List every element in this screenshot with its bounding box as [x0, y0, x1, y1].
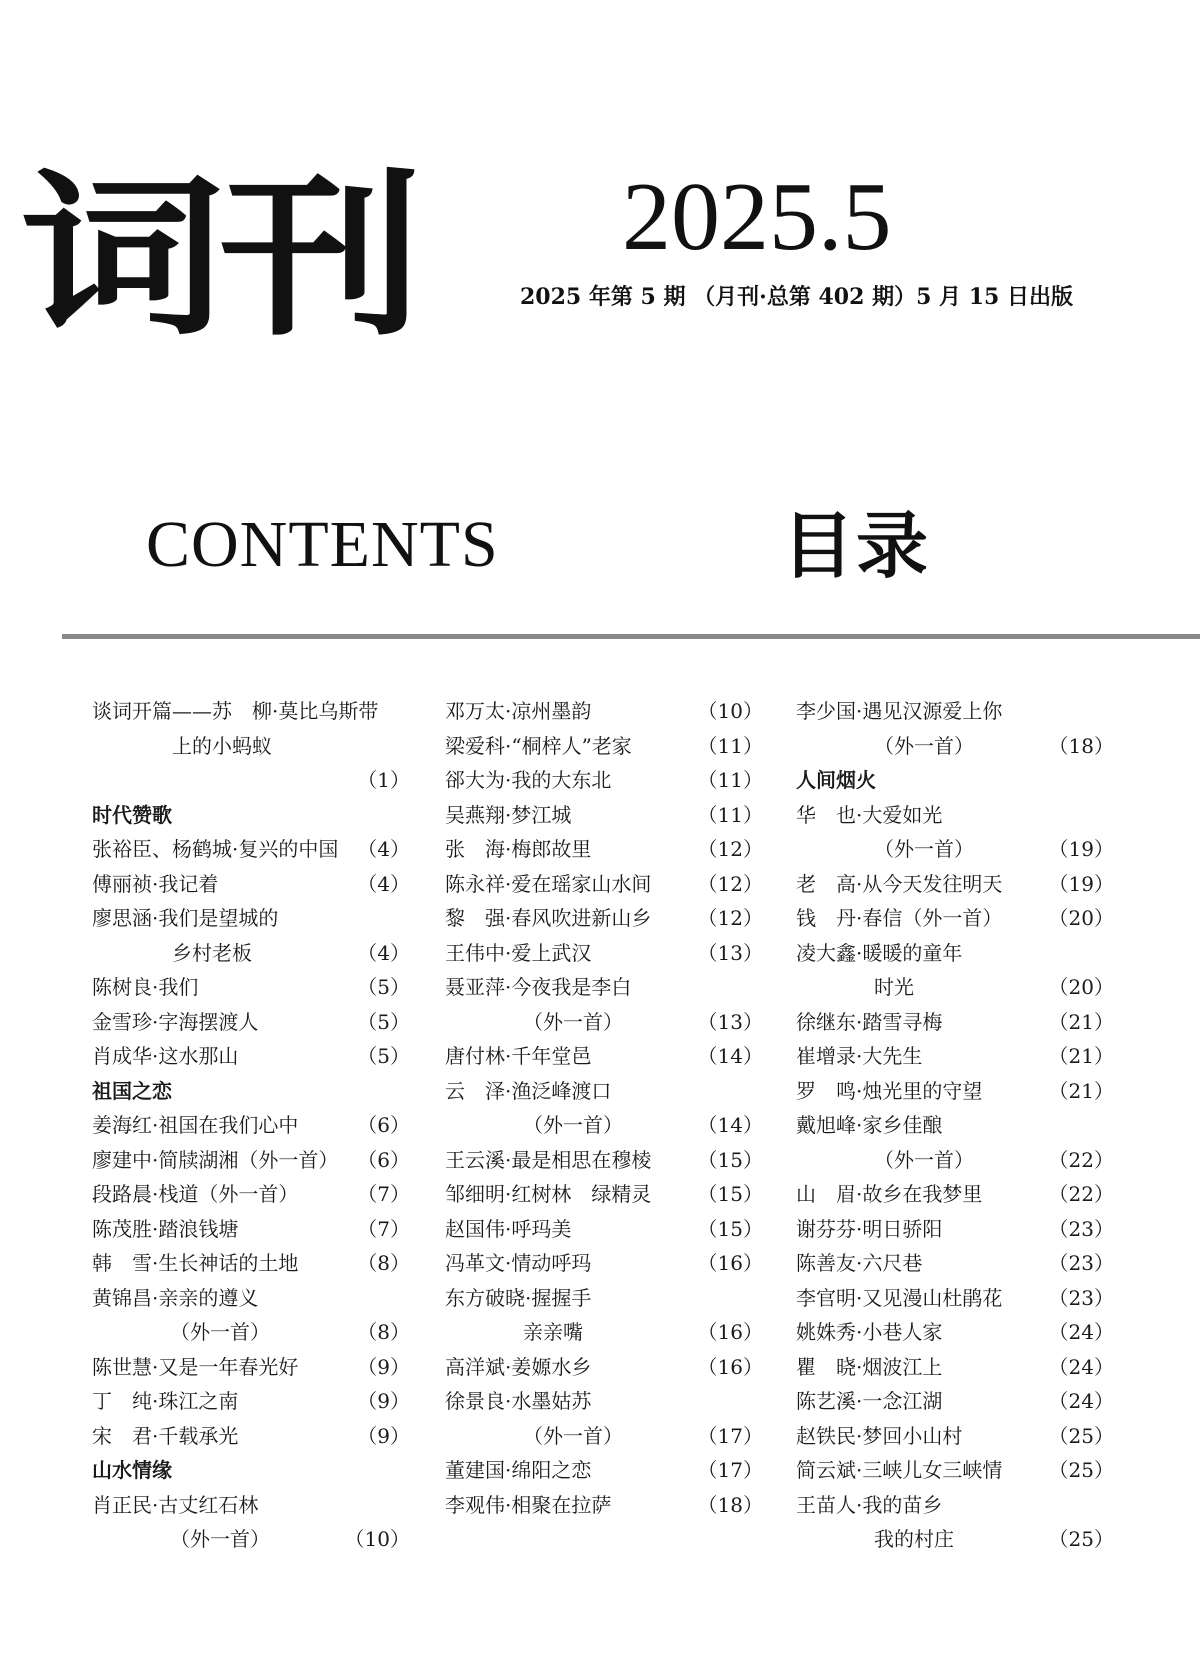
toc-entry [445, 1074, 763, 1109]
toc-entry-page: （22） [1048, 1182, 1114, 1206]
toc-entry-title: 山水情缘 [92, 1458, 172, 1482]
toc-entry-page: （12） [697, 837, 763, 861]
toc-entry [796, 729, 1114, 764]
toc-entry [796, 1246, 1114, 1281]
toc-entry-title: 肖成华·这水那山 [92, 1044, 239, 1068]
toc-entry [796, 798, 1114, 833]
toc-entry [445, 1281, 763, 1316]
toc-entry-page [1108, 1108, 1114, 1143]
toc-entry-page: （13） [697, 940, 763, 965]
toc-entry-title: （外一首） [523, 1009, 623, 1034]
toc-entry-page: （19） [1048, 871, 1114, 896]
toc-entry-title: 徐继东·踏雪寻梅 [796, 1009, 943, 1034]
toc-entry-title: 邹细明·红树林 绿精灵 [445, 1182, 652, 1206]
toc-entry [796, 1108, 1114, 1143]
toc-entry-title: 谈词开篇——苏 柳·莫比乌斯带 [92, 699, 379, 723]
toc-entry [92, 1315, 410, 1350]
toc-section-heading [92, 1074, 410, 1109]
toc-entry [796, 832, 1114, 867]
toc-entry-page: （11） [697, 768, 763, 792]
toc-entry [92, 1005, 410, 1040]
toc-entry-title: 山 眉·故乡在我梦里 [796, 1182, 983, 1206]
toc-entry-title: 崔增录·大先生 [796, 1044, 923, 1068]
toc-entry-title: 人间烟火 [796, 768, 876, 792]
toc-entry-title: 上的小蚂蚁 [172, 733, 272, 758]
toc-entry [92, 1177, 410, 1212]
toc-entry [796, 1453, 1114, 1488]
toc-entry-page: （25） [1048, 1458, 1114, 1482]
toc-entry-page [1108, 936, 1114, 971]
toc-entry-page [1108, 694, 1114, 729]
toc-entry-title: 段路晨·栈道（外一首） [92, 1182, 299, 1206]
toc-section-heading [796, 763, 1114, 798]
toc-entry-page [757, 1074, 763, 1109]
toc-entry [92, 1039, 410, 1074]
toc-entry-page: （10） [697, 699, 763, 723]
toc-entry-title: 时光 [874, 975, 914, 999]
toc-entry [445, 1005, 763, 1040]
toc-entry-title: 乡村老板 [172, 940, 252, 965]
toc-entry-title: 陈树良·我们 [92, 975, 199, 999]
magazine-logo: 词刊 [20, 155, 418, 361]
toc-entry-title: 廖建中·简牍湖湘（外一首） [92, 1147, 339, 1172]
toc-entry-title: 黄锦昌·亲亲的遵义 [92, 1285, 259, 1310]
toc-entry-page [404, 729, 410, 764]
toc-entry [796, 1039, 1114, 1074]
toc-entry-page: （18） [1048, 733, 1114, 758]
toc-entry-title: 陈茂胜·踏浪钱塘 [92, 1216, 239, 1241]
toc-entry-page: （18） [697, 1492, 763, 1517]
toc-entry [796, 1488, 1114, 1523]
toc-entry [796, 1177, 1114, 1212]
toc-entry [445, 970, 763, 1005]
toc-entry-title: 郤大为·我的大东北 [445, 768, 612, 792]
toc-entry-title: 陈善友·六尺巷 [796, 1251, 923, 1275]
toc-entry-page: （4） [357, 837, 410, 861]
toc-entry [445, 763, 763, 798]
toc-entry-page: （23） [1048, 1251, 1114, 1275]
toc-entry-page: （9） [357, 1354, 410, 1379]
divider [62, 634, 1200, 639]
toc-entry-title: 王苗人·我的苗乡 [796, 1492, 943, 1517]
toc-entry-page [757, 1384, 763, 1419]
toc-entry-page: （24） [1048, 1354, 1114, 1379]
toc-entry-page: （24） [1048, 1320, 1114, 1344]
toc-entry-title: 李观伟·相聚在拉萨 [445, 1492, 612, 1517]
toc-entry-page: （4） [357, 871, 410, 896]
toc-entry-page: （8） [357, 1320, 410, 1344]
toc-entry [796, 1074, 1114, 1109]
issue-number: 2025.5 [622, 163, 892, 271]
toc-entry-title: 李少国·遇见汉源爱上你 [796, 699, 1003, 723]
toc-entry [445, 1384, 763, 1419]
toc-entry-page: （16） [697, 1354, 763, 1379]
toc-entry-title: 陈艺溪·一念江湖 [796, 1389, 943, 1413]
toc-entry [445, 729, 763, 764]
toc-entry [92, 1384, 410, 1419]
toc-entry-title: 陈永祥·爱在瑶家山水间 [445, 871, 652, 896]
toc-entry [92, 832, 410, 867]
toc-entry-page: （13） [697, 1009, 763, 1034]
toc-entry-page: （5） [357, 1009, 410, 1034]
toc-entry [92, 970, 410, 1005]
toc-entry-title: 瞿 晓·烟波江上 [796, 1354, 943, 1379]
toc-entry-title: 韩 雪·生长神话的土地 [92, 1251, 299, 1275]
toc-entry-title: 李官明·又见漫山杜鹃花 [796, 1285, 1003, 1310]
toc-entry [92, 1143, 410, 1178]
toc-entry-title: 罗 鸣·烛光里的守望 [796, 1078, 983, 1103]
toc-entry-page: （12） [697, 906, 763, 930]
toc-entry-page: （19） [1048, 837, 1114, 861]
toc-entry-page: （21） [1048, 1078, 1114, 1103]
toc-entry [92, 1108, 410, 1143]
toc-entry [445, 901, 763, 936]
toc-entry [796, 1212, 1114, 1247]
toc-entry-page: （16） [697, 1251, 763, 1275]
toc-entry-title: 姜海红·祖国在我们心中 [92, 1113, 299, 1137]
toc-entry [796, 1350, 1114, 1385]
toc-entry [796, 694, 1114, 729]
toc-entry [796, 1384, 1114, 1419]
toc-entry [92, 694, 410, 729]
toc-entry [445, 832, 763, 867]
toc-entry-page: （7） [357, 1182, 410, 1206]
toc-entry [445, 1212, 763, 1247]
toc-entry-title: 陈世慧·又是一年春光好 [92, 1354, 299, 1379]
toc-entry-page [404, 694, 410, 729]
toc-entry-title: 丁 纯·珠江之南 [92, 1389, 239, 1413]
toc-entry-page [757, 970, 763, 1005]
toc-entry-title: 老 高·从今天发往明天 [796, 871, 1003, 896]
toc-entry-page: （15） [697, 1216, 763, 1241]
toc-entry [445, 1419, 763, 1454]
toc-entry [796, 1522, 1114, 1557]
toc-entry [445, 1315, 763, 1350]
toc-entry-title: 聂亚萍·今夜我是李白 [445, 975, 632, 999]
toc-entry-page [404, 1453, 410, 1488]
toc-entry-title: 宋 君·千载承光 [92, 1423, 239, 1448]
toc-entry-page: （16） [697, 1320, 763, 1344]
toc-entry-title: （外一首） [874, 733, 974, 758]
toc-entry-page: （22） [1048, 1147, 1114, 1172]
toc-entry-title: 冯革文·情动呼玛 [445, 1251, 592, 1275]
toc-entry [92, 901, 410, 936]
toc-entry [445, 1453, 763, 1488]
toc-entry-page: （17） [697, 1458, 763, 1482]
toc-entry [92, 729, 410, 764]
toc-entry-page: （10） [344, 1527, 410, 1551]
toc-entry-page: （12） [697, 871, 763, 896]
toc-entry [796, 1315, 1114, 1350]
toc-entry [445, 936, 763, 971]
toc-entry-title: 梁爱科·“桐梓人”老家 [445, 733, 632, 758]
toc-entry-page [1108, 1488, 1114, 1523]
toc-entry-title: 吴燕翔·梦江城 [445, 802, 572, 827]
toc-entry-page: （23） [1048, 1216, 1114, 1241]
toc-entry [92, 936, 410, 971]
toc-entry [796, 970, 1114, 1005]
toc-entry-page [404, 1074, 410, 1109]
toc-entry [796, 1281, 1114, 1316]
contents-title-en: CONTENTS [146, 508, 499, 581]
toc-entry-title: 唐付林·千年堂邑 [445, 1044, 592, 1068]
toc-entry-title: 傅丽祯·我记着 [92, 871, 219, 896]
toc-entry-page: （25） [1048, 1527, 1114, 1551]
toc-entry-page: （6） [357, 1147, 410, 1172]
toc-entry-page: （14） [697, 1113, 763, 1137]
toc-entry [92, 763, 410, 798]
toc-entry-title: 黎 强·春风吹进新山乡 [445, 906, 652, 930]
toc-entry-title: 高洋斌·姜嫄水乡 [445, 1354, 592, 1379]
toc-entry-page: （11） [697, 802, 763, 827]
toc-entry-title: 金雪珍·字海摆渡人 [92, 1009, 259, 1034]
toc-entry-title: （外一首） [170, 1320, 270, 1344]
toc-entry-title: 赵铁民·梦回小山村 [796, 1423, 963, 1448]
toc-column-2 [445, 694, 763, 1522]
toc-entry-page [404, 901, 410, 936]
toc-entry [92, 867, 410, 902]
toc-entry [445, 1246, 763, 1281]
toc-entry-page: （4） [357, 940, 410, 965]
toc-entry-title: （外一首） [170, 1527, 270, 1551]
toc-entry-page: （5） [357, 1044, 410, 1068]
toc-entry-title: 我的村庄 [874, 1527, 954, 1551]
toc-entry-title: 邓万太·凉州墨韵 [445, 699, 592, 723]
toc-entry-title: 王云溪·最是相思在穆棱 [445, 1147, 652, 1172]
toc-entry-page [404, 1488, 410, 1523]
toc-entry-page [404, 1281, 410, 1316]
toc-entry-title: 凌大鑫·暖暖的童年 [796, 940, 963, 965]
toc-entry [445, 1350, 763, 1385]
toc-entry [796, 936, 1114, 971]
toc-column-3 [796, 694, 1114, 1557]
toc-entry [92, 1281, 410, 1316]
toc-entry-title: 时代赞歌 [92, 802, 172, 827]
toc-entry-page: （15） [697, 1182, 763, 1206]
toc-entry-page: （21） [1048, 1009, 1114, 1034]
toc-entry-page: （9） [357, 1423, 410, 1448]
toc-entry-page: （6） [357, 1113, 410, 1137]
toc-entry-title: （外一首） [523, 1423, 623, 1448]
toc-entry-page: （15） [697, 1147, 763, 1172]
contents-title-cn: 目录 [782, 504, 931, 588]
toc-entry-page: （24） [1048, 1389, 1114, 1413]
toc-entry [445, 798, 763, 833]
toc-entry-page: （8） [357, 1251, 410, 1275]
toc-entry-page [404, 798, 410, 833]
toc-entry [92, 1488, 410, 1523]
toc-entry-page: （25） [1048, 1423, 1114, 1448]
toc-entry-title: 廖思涵·我们是望城的 [92, 906, 279, 930]
toc-entry-page: （5） [357, 975, 410, 999]
toc-entry [445, 1488, 763, 1523]
toc-entry-title: 简云斌·三峡儿女三峡情 [796, 1458, 1003, 1482]
toc-entry-page [757, 1281, 763, 1316]
toc-entry [92, 1522, 410, 1557]
toc-entry-page: （11） [697, 733, 763, 758]
toc-entry-page: （20） [1048, 975, 1114, 999]
toc-section-heading [92, 1453, 410, 1488]
toc-entry-title: 东方破晓·握握手 [445, 1285, 592, 1310]
toc-entry-title: 姚姝秀·小巷人家 [796, 1320, 943, 1344]
toc-entry-title: 戴旭峰·家乡佳酿 [796, 1113, 943, 1137]
toc-entry-page: （14） [697, 1044, 763, 1068]
toc-entry-title: 云 泽·渔泛峰渡口 [445, 1078, 612, 1103]
toc-entry-title: 肖正民·古丈红石林 [92, 1492, 259, 1517]
toc-entry-title: 董建国·绵阳之恋 [445, 1458, 592, 1482]
toc-entry-page: （21） [1048, 1044, 1114, 1068]
toc-entry [92, 1246, 410, 1281]
toc-entry [796, 1143, 1114, 1178]
toc-entry [796, 901, 1114, 936]
toc-entry-title: 祖国之恋 [92, 1078, 172, 1103]
toc-entry [796, 1005, 1114, 1040]
toc-entry [445, 694, 763, 729]
toc-entry-title: （外一首） [523, 1113, 623, 1137]
toc-entry-page: （7） [357, 1216, 410, 1241]
toc-entry [796, 1419, 1114, 1454]
toc-entry-title: （外一首） [874, 1147, 974, 1172]
toc-entry-title: 亲亲嘴 [523, 1320, 583, 1344]
toc-entry-page: （23） [1048, 1285, 1114, 1310]
toc-entry [445, 867, 763, 902]
toc-entry-page: （17） [697, 1423, 763, 1448]
toc-entry-title: 徐景良·水墨姑苏 [445, 1389, 592, 1413]
toc-entry [92, 1419, 410, 1454]
toc-column-1 [92, 694, 410, 1557]
toc-entry-page: （20） [1048, 906, 1114, 930]
toc-entry-title: 钱 丹·春信（外一首） [796, 906, 1003, 930]
toc-entry [92, 1212, 410, 1247]
toc-entry-title: 谢芬芬·明日骄阳 [796, 1216, 943, 1241]
toc-entry-title: 张 海·梅郎故里 [445, 837, 592, 861]
toc-entry-title: 张裕臣、杨鹤城·复兴的中国 [92, 837, 339, 861]
toc-section-heading [92, 798, 410, 833]
toc-entry [445, 1039, 763, 1074]
toc-entry [445, 1143, 763, 1178]
issue-info: 2025 年第 5 期 （月刊·总第 402 期）5 月 15 日出版 [520, 284, 1073, 310]
toc-entry-page [1108, 798, 1114, 833]
toc-entry-title [92, 763, 351, 798]
toc-entry [445, 1177, 763, 1212]
toc-entry [92, 1350, 410, 1385]
toc-entry-title: （外一首） [874, 837, 974, 861]
toc-entry-page: （9） [357, 1389, 410, 1413]
toc-entry-title: 华 也·大爱如光 [796, 802, 943, 827]
toc-entry [796, 867, 1114, 902]
toc-entry-title: 王伟中·爱上武汉 [445, 940, 592, 965]
toc-entry-page: （1） [357, 768, 410, 792]
toc-entry-title: 赵国伟·呼玛美 [445, 1216, 572, 1241]
toc-entry [445, 1108, 763, 1143]
toc-entry-page [1108, 763, 1114, 798]
